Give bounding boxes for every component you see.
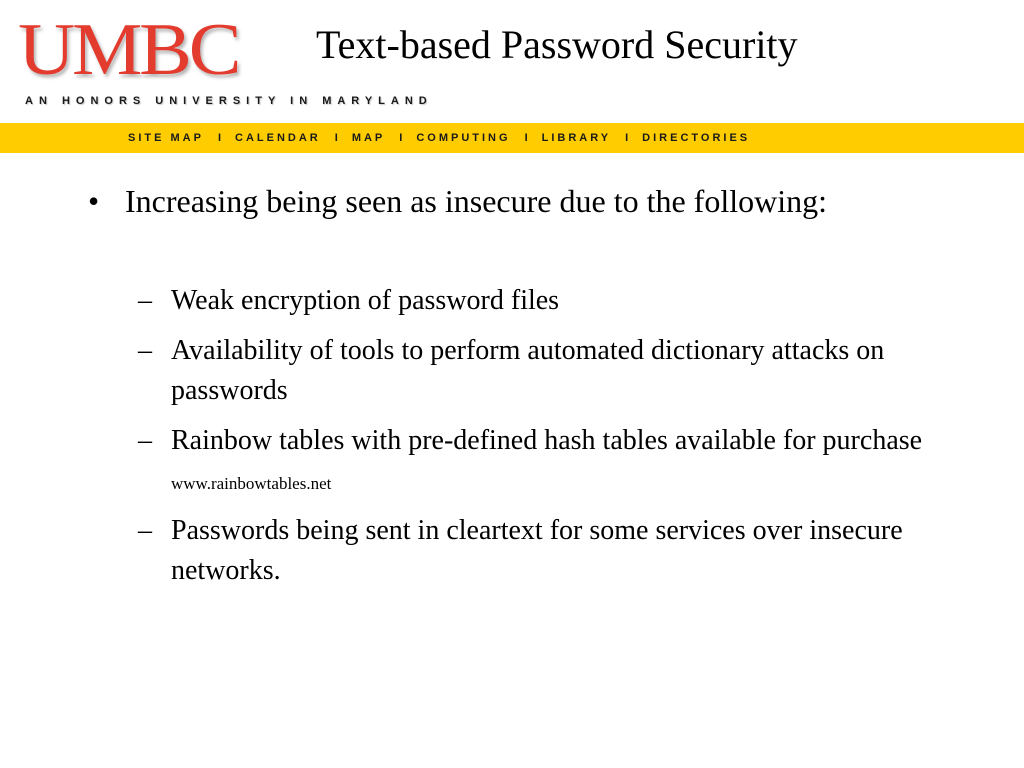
university-tagline: AN HONORS UNIVERSITY IN MARYLAND (25, 95, 433, 107)
sub-bullet-weak-encryption: Weak encryption of password files (171, 285, 560, 316)
dash-icon: – (138, 425, 152, 456)
nav-separator: I (524, 132, 528, 144)
main-bullet: Increasing being seen as insecure due to the following: (125, 183, 827, 219)
rainbow-tables-text: Rainbow tables with pre-defined hash tables available for purchase (171, 425, 923, 456)
dash-icon: – (138, 515, 152, 546)
sub-bullet-cleartext: Passwords being sent in cleartext for some services over insecure networks. (171, 515, 903, 586)
nav-separator: I (334, 132, 338, 144)
slide-title: Text-based Password Security (316, 22, 798, 67)
sub-bullet-dictionary-attacks: Availability of tools to perform automated dictionary attacks on passwords (171, 335, 885, 406)
bullet-icon: • (88, 183, 100, 219)
nav-library[interactable]: LIBRARY (541, 132, 612, 144)
nav-computing[interactable]: COMPUTING (416, 132, 511, 144)
nav-separator: I (625, 132, 629, 144)
dash-icon: – (138, 285, 152, 316)
sub-bullet-rainbow-tables (171, 421, 931, 504)
nav-map[interactable]: MAP (351, 132, 386, 144)
rainbow-tables-link[interactable]: www.rainbowtables.net (171, 474, 332, 493)
nav-bar (0, 123, 1024, 153)
nav-directories[interactable]: DIRECTORIES (642, 132, 751, 144)
nav-calendar[interactable]: CALENDAR (235, 132, 321, 144)
umbc-logo[interactable]: UMBC (18, 9, 239, 91)
nav-site-map[interactable]: SITE MAP (128, 132, 204, 144)
dash-icon: – (138, 335, 152, 366)
nav-separator: I (399, 132, 403, 144)
nav-separator: I (217, 132, 222, 144)
